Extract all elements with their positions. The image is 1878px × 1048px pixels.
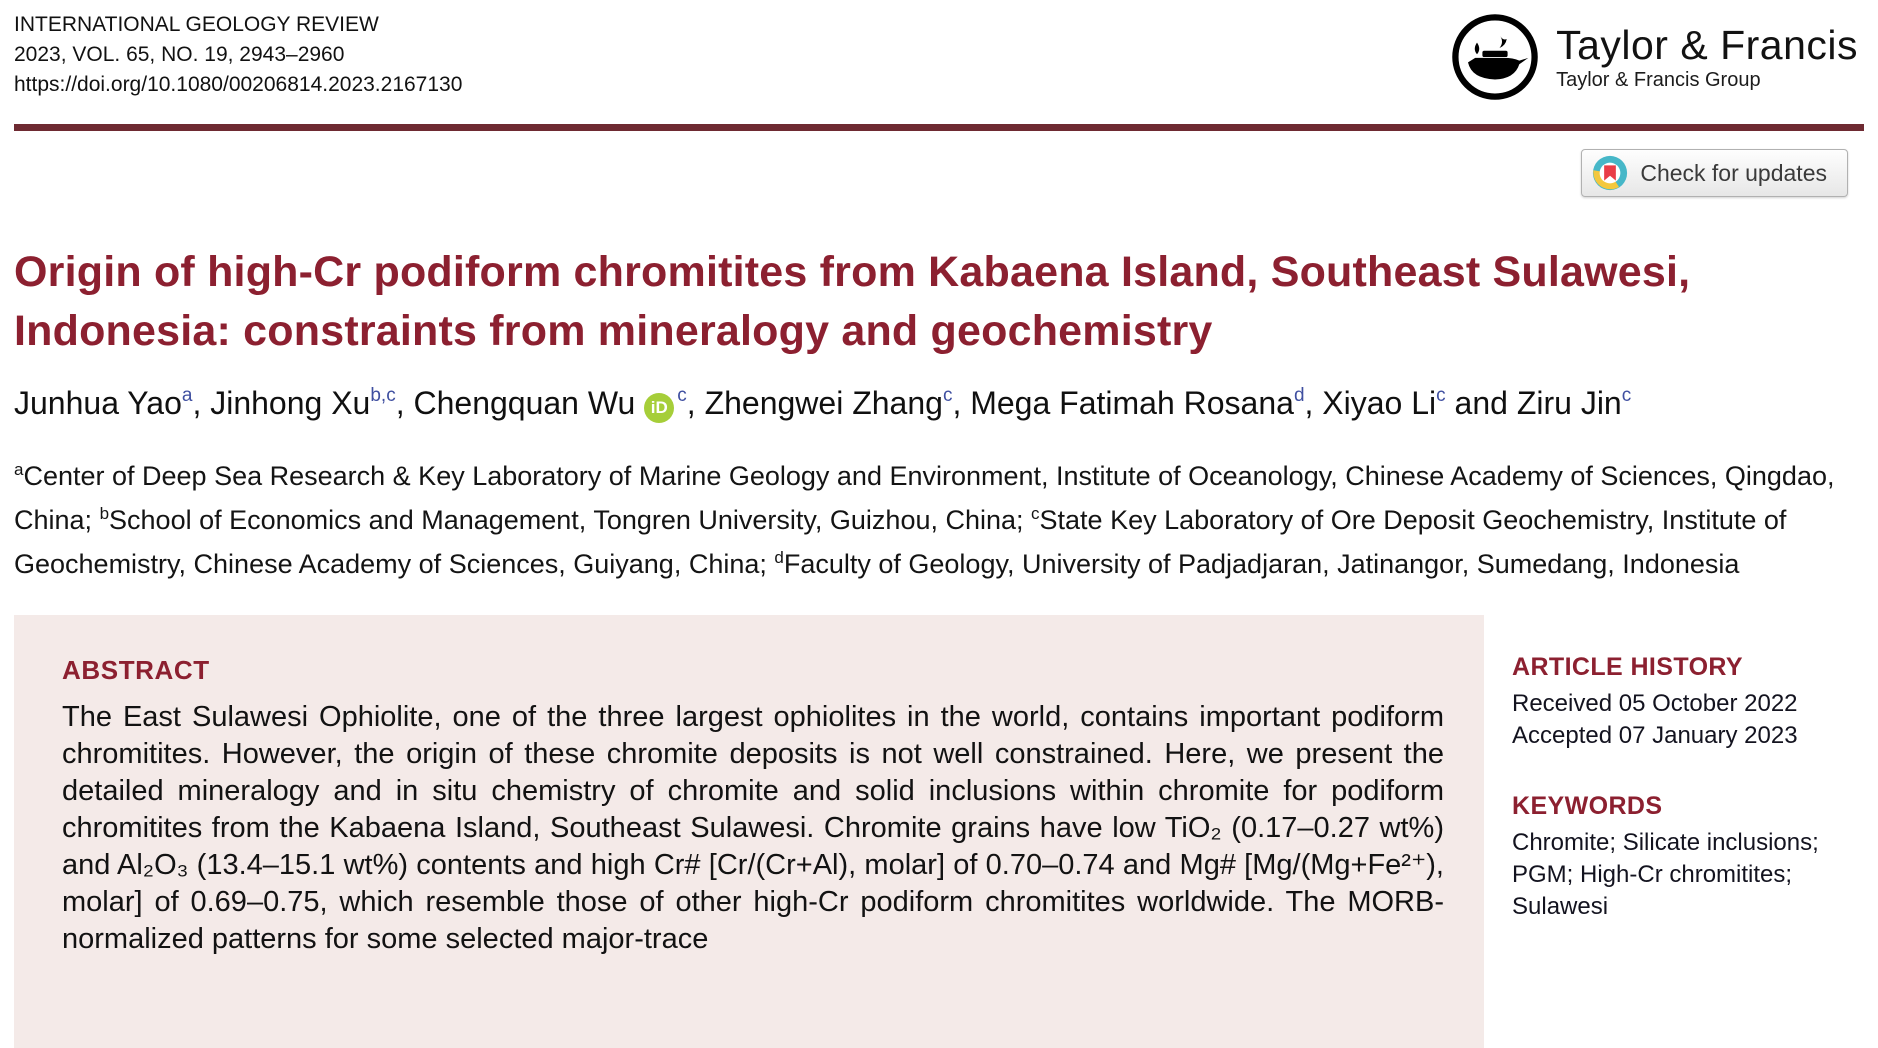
publisher-wordmark [1556, 23, 1858, 92]
author-separator: , [952, 385, 971, 421]
author-superscript: c [677, 385, 687, 407]
publisher-group: Taylor & Francis Group [1556, 68, 1761, 91]
crossmark-icon [1592, 155, 1628, 191]
affiliation-superscript: d [774, 548, 784, 567]
tf-lamp-logo-icon [1450, 12, 1540, 102]
article-history-heading: ARTICLE HISTORY [1512, 653, 1744, 681]
check-for-updates-label: Check for updates [1640, 159, 1827, 186]
orcid-icon[interactable]: iD [644, 393, 674, 423]
affiliations [14, 451, 1860, 583]
page-header [14, 0, 1864, 102]
article-info-column [1512, 615, 1864, 1048]
check-for-updates-button[interactable] [1581, 149, 1848, 197]
affiliation-text: School of Economics and Management, Tongren University, Guizhou, China; [109, 505, 1032, 535]
journal-doi-link[interactable]: https://doi.org/10.1080/00206814.2023.2167130 [14, 73, 463, 96]
author-separator: , [192, 385, 211, 421]
affiliation-superscript: c [1031, 504, 1040, 523]
abstract-section [14, 615, 1484, 1048]
journal-volume-line: 2023, VOL. 65, NO. 19, 2943–2960 [14, 43, 345, 66]
author-separator: , [395, 385, 414, 421]
article-title-line2: Indonesia: constraints from mineralogy and geochemistry [14, 307, 1213, 355]
abstract-text: The East Sulawesi Ophiolite, one of the three largest ophiolites in the world, contains important podiform chromitites. However, the origin of these chromite deposits is not well constrained. Here, we present the detailed mineralogy and in situ chemistry of chromite and solid inclusions within chromite for podiform chromitites from the Kabaena Island, Southeast Sulawesi. Chromite grains have low TiO₂ (0.17–0.27 wt%) and Al₂O₃ (13.4–15.1 wt%) contents and high Cr# [Cr/(Cr+Al), molar] of 0.70–0.74 and Mg# [Mg/(Mg+Fe²⁺), molar] of 0.69–0.75, which resemble those of other high-Cr podiform chromitites worldwide. The MORB-normalized patterns for some selected major-trace [62, 701, 1444, 955]
author-name: Ziru Jin [1516, 385, 1622, 421]
affiliation-superscript: b [99, 504, 110, 523]
author-name: Jinhong Xu [210, 385, 371, 421]
author-separator: , [1304, 385, 1323, 421]
author-superscript: d [1293, 385, 1305, 407]
author-superscript: c [1621, 385, 1632, 407]
author-superscript: a [181, 385, 193, 407]
header-divider-rule [14, 124, 1864, 131]
author-separator: , [686, 385, 705, 421]
author-superscript: c [942, 385, 953, 407]
author-name: Zhengwei Zhang [704, 385, 943, 421]
publisher-logo [1450, 12, 1858, 102]
received-date: Received 05 October 2022 [1512, 690, 1798, 717]
author-list [14, 385, 1864, 423]
keywords-section [1512, 792, 1864, 923]
abstract-heading: ABSTRACT [62, 655, 210, 685]
article-title [14, 243, 1864, 361]
author-name: Xiyao Li [1322, 385, 1437, 421]
article-history-section [1512, 653, 1864, 752]
affiliation-text: Center of Deep Sea Research & Key Laboratory of Marine Geology and Environment, Institute of Oceanology, Chinese Academy of Sciences, Qingdao, China; [14, 461, 1835, 535]
journal-meta [14, 10, 462, 100]
updates-row [14, 149, 1864, 197]
affiliation-text: State Key Laboratory of Ore Deposit Geochemistry, Institute of Geochemistry, Chinese Academy of Sciences, Guiyang, China; [14, 505, 1787, 579]
author-name: Mega Fatimah Rosana [970, 385, 1294, 421]
author-superscript: c [1436, 385, 1446, 407]
accepted-date: Accepted 07 January 2023 [1512, 722, 1798, 749]
article-title-line1: Origin of high-Cr podiform chromitites from Kabaena Island, Southeast Sulawesi, [14, 248, 1691, 296]
author-name: Chengquan Wu [413, 385, 636, 421]
keywords-heading: KEYWORDS [1512, 792, 1663, 820]
publisher-name: Taylor & Francis [1556, 21, 1858, 68]
author-name: Junhua Yao [14, 385, 182, 421]
keywords-text: Chromite; Silicate inclusions; PGM; High-Cr chromitites; Sulawesi [1512, 829, 1819, 920]
author-superscript: b,c [370, 385, 396, 407]
author-separator: and [1445, 385, 1517, 421]
affiliation-text: Faculty of Geology, University of Padjadjaran, Jatinangor, Sumedang, Indonesia [783, 549, 1740, 579]
main-columns [14, 615, 1864, 1048]
journal-name: INTERNATIONAL GEOLOGY REVIEW [14, 13, 379, 36]
affiliation-superscript: a [14, 460, 24, 479]
